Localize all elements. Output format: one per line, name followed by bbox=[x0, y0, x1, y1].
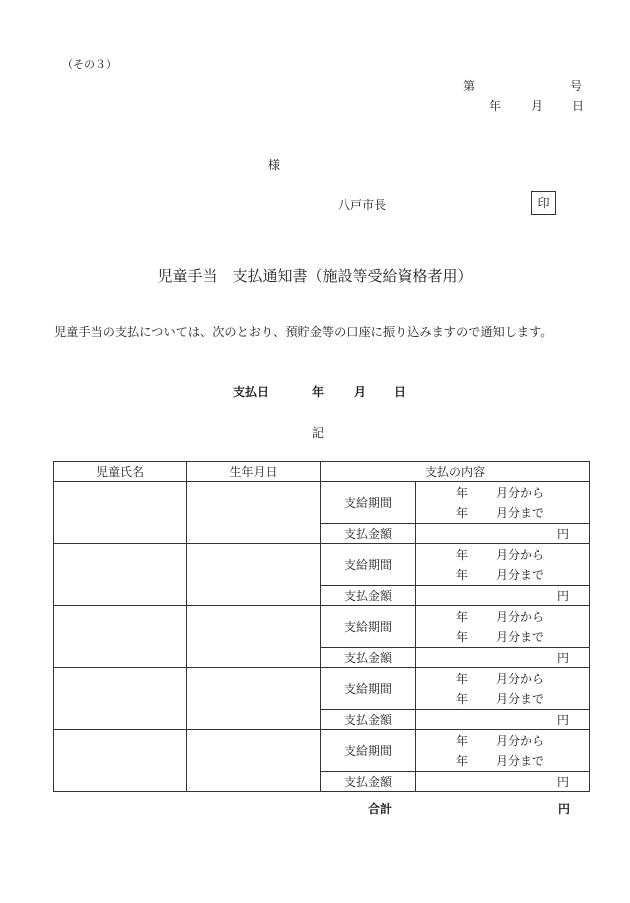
amount-label: 支払金額 bbox=[321, 772, 416, 792]
birthdate-cell[interactable] bbox=[187, 668, 321, 730]
to-month: 月分まで bbox=[496, 754, 545, 768]
to-month: 月分まで bbox=[496, 692, 545, 706]
to-year: 年 bbox=[456, 506, 469, 520]
table-row bbox=[54, 606, 590, 648]
to-month: 月分まで bbox=[496, 568, 545, 582]
form-number: （その３） bbox=[62, 58, 117, 71]
to-year: 年 bbox=[456, 630, 469, 644]
from-year: 年 bbox=[456, 486, 469, 500]
to-year: 年 bbox=[456, 692, 469, 706]
period-value[interactable] bbox=[416, 606, 590, 648]
doc-number-suffix: 号 bbox=[570, 79, 583, 93]
payment-date-month: 月 bbox=[354, 385, 367, 399]
period-value[interactable] bbox=[416, 482, 590, 524]
amount-label: 支払金額 bbox=[321, 710, 416, 730]
period-value[interactable] bbox=[416, 544, 590, 586]
amount-value[interactable]: 円 bbox=[416, 524, 590, 544]
total-label: 合計 bbox=[368, 802, 393, 816]
period-value[interactable] bbox=[416, 730, 590, 772]
from-month: 月分から bbox=[496, 548, 545, 562]
period-value[interactable] bbox=[416, 668, 590, 710]
to-year: 年 bbox=[456, 754, 469, 768]
date-year: 年 bbox=[489, 99, 502, 113]
to-month: 月分まで bbox=[496, 630, 545, 644]
amount-value[interactable]: 円 bbox=[416, 648, 590, 668]
from-month: 月分から bbox=[496, 734, 545, 748]
child-name-cell[interactable] bbox=[54, 730, 187, 792]
period-label: 支給期間 bbox=[321, 482, 416, 524]
date-day: 日 bbox=[572, 99, 585, 113]
payment-date-year: 年 bbox=[312, 385, 325, 399]
child-name-cell[interactable] bbox=[54, 668, 187, 730]
amount-value[interactable]: 円 bbox=[416, 710, 590, 730]
amount-label: 支払金額 bbox=[321, 648, 416, 668]
total-yen: 円 bbox=[558, 802, 571, 816]
from-year: 年 bbox=[456, 672, 469, 686]
period-label: 支給期間 bbox=[321, 668, 416, 710]
child-name-cell[interactable] bbox=[54, 482, 187, 544]
from-year: 年 bbox=[456, 610, 469, 624]
doc-number-prefix: 第 bbox=[463, 79, 476, 93]
period-label: 支給期間 bbox=[321, 606, 416, 648]
amount-label: 支払金額 bbox=[321, 586, 416, 606]
ki-mark: 記 bbox=[312, 426, 325, 440]
table-row bbox=[54, 730, 590, 772]
header-payment-content: 支払の内容 bbox=[321, 462, 590, 482]
child-name-cell[interactable] bbox=[54, 544, 187, 606]
from-year: 年 bbox=[456, 734, 469, 748]
table-header-row bbox=[54, 462, 590, 482]
payment-date-day: 日 bbox=[394, 385, 407, 399]
body-text: 児童手当の支払については、次のとおり、預貯金等の口座に振り込みますので通知します。 bbox=[54, 325, 553, 339]
to-month: 月分まで bbox=[496, 506, 545, 520]
period-label: 支給期間 bbox=[321, 730, 416, 772]
from-year: 年 bbox=[456, 548, 469, 562]
seal-box: 印 bbox=[531, 191, 556, 215]
birthdate-cell[interactable] bbox=[187, 730, 321, 792]
child-name-cell[interactable] bbox=[54, 606, 187, 668]
birthdate-cell[interactable] bbox=[187, 544, 321, 606]
birthdate-cell[interactable] bbox=[187, 606, 321, 668]
payment-table bbox=[53, 461, 590, 792]
sender-name: 八戸市長 bbox=[338, 198, 387, 212]
payment-date-label: 支払日 bbox=[233, 385, 270, 399]
table-row bbox=[54, 544, 590, 586]
header-birthdate: 生年月日 bbox=[187, 462, 321, 482]
amount-label: 支払金額 bbox=[321, 524, 416, 544]
from-month: 月分から bbox=[496, 486, 545, 500]
document-title: 児童手当 支払通知書（施設等受給資格者用） bbox=[157, 267, 473, 285]
from-month: 月分から bbox=[496, 610, 545, 624]
period-label: 支給期間 bbox=[321, 544, 416, 586]
amount-value[interactable]: 円 bbox=[416, 586, 590, 606]
birthdate-cell[interactable] bbox=[187, 482, 321, 544]
recipient-suffix: 様 bbox=[268, 158, 281, 172]
table-row bbox=[54, 482, 590, 524]
from-month: 月分から bbox=[496, 672, 545, 686]
date-month: 月 bbox=[531, 99, 544, 113]
amount-value[interactable]: 円 bbox=[416, 772, 590, 792]
table-row bbox=[54, 668, 590, 710]
header-child-name: 児童氏名 bbox=[54, 462, 187, 482]
to-year: 年 bbox=[456, 568, 469, 582]
